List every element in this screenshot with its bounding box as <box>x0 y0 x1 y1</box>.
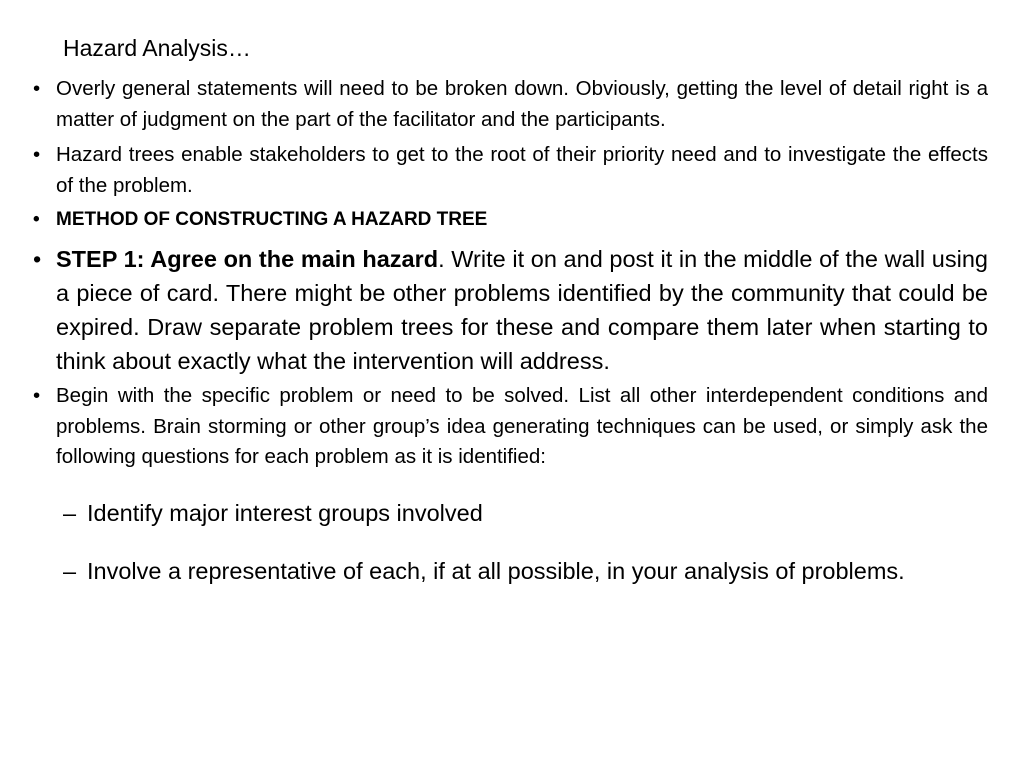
slide-body <box>33 73 988 594</box>
step-1-lead: STEP 1: Agree on the main hazard <box>56 246 439 272</box>
subitem-identify-groups <box>63 496 988 530</box>
dash-marker: – <box>63 557 77 584</box>
bullet-text: METHOD OF CONSTRUCTING A HAZARD TREE <box>56 209 488 230</box>
bullet-marker: • <box>33 143 41 166</box>
bullet-text: . Write it on and post it in the middle of the wall using a piece of card. There might be other problems identified by the community that could be expired. Draw separate problem trees for these and compare them later when starting to think about exactly what the intervention will address. <box>56 246 988 374</box>
bullet-item-method-heading <box>33 205 988 234</box>
bullet-item-begin-problem <box>33 381 988 473</box>
subitem-text: Identify major interest groups involved <box>87 500 483 526</box>
subitem-text: Involve a representative of each, if at all possible, in your analysis of problems. <box>87 557 905 584</box>
bullet-item-general-statements <box>33 73 988 135</box>
bullet-marker: • <box>33 209 40 230</box>
bullet-item-hazard-trees <box>33 139 988 201</box>
bullet-marker: • <box>33 246 42 272</box>
subitem-involve-representative <box>63 554 988 588</box>
bullet-text: Overly general statements will need to be broken down. Obviously, getting the level of detail right is a matter of judgment on the part of the facilitator and the participants. <box>56 77 988 131</box>
bullet-marker: • <box>33 384 41 407</box>
bullet-text: Hazard trees enable stakeholders to get to the root of their priority need and to investigate the effects of the problem. <box>56 143 988 197</box>
slide-title: Hazard Analysis… <box>63 35 251 61</box>
bullet-text: Begin with the specific problem or need to be solved. List all other interdependent conditions and problems. Brain storming or other group’s idea generating techniques can be used, or simply ask the following questions for each problem as it is identified: <box>56 384 988 468</box>
bullet-item-step-1 <box>33 242 988 378</box>
dash-marker: – <box>63 500 77 526</box>
bullet-marker: • <box>33 77 41 100</box>
